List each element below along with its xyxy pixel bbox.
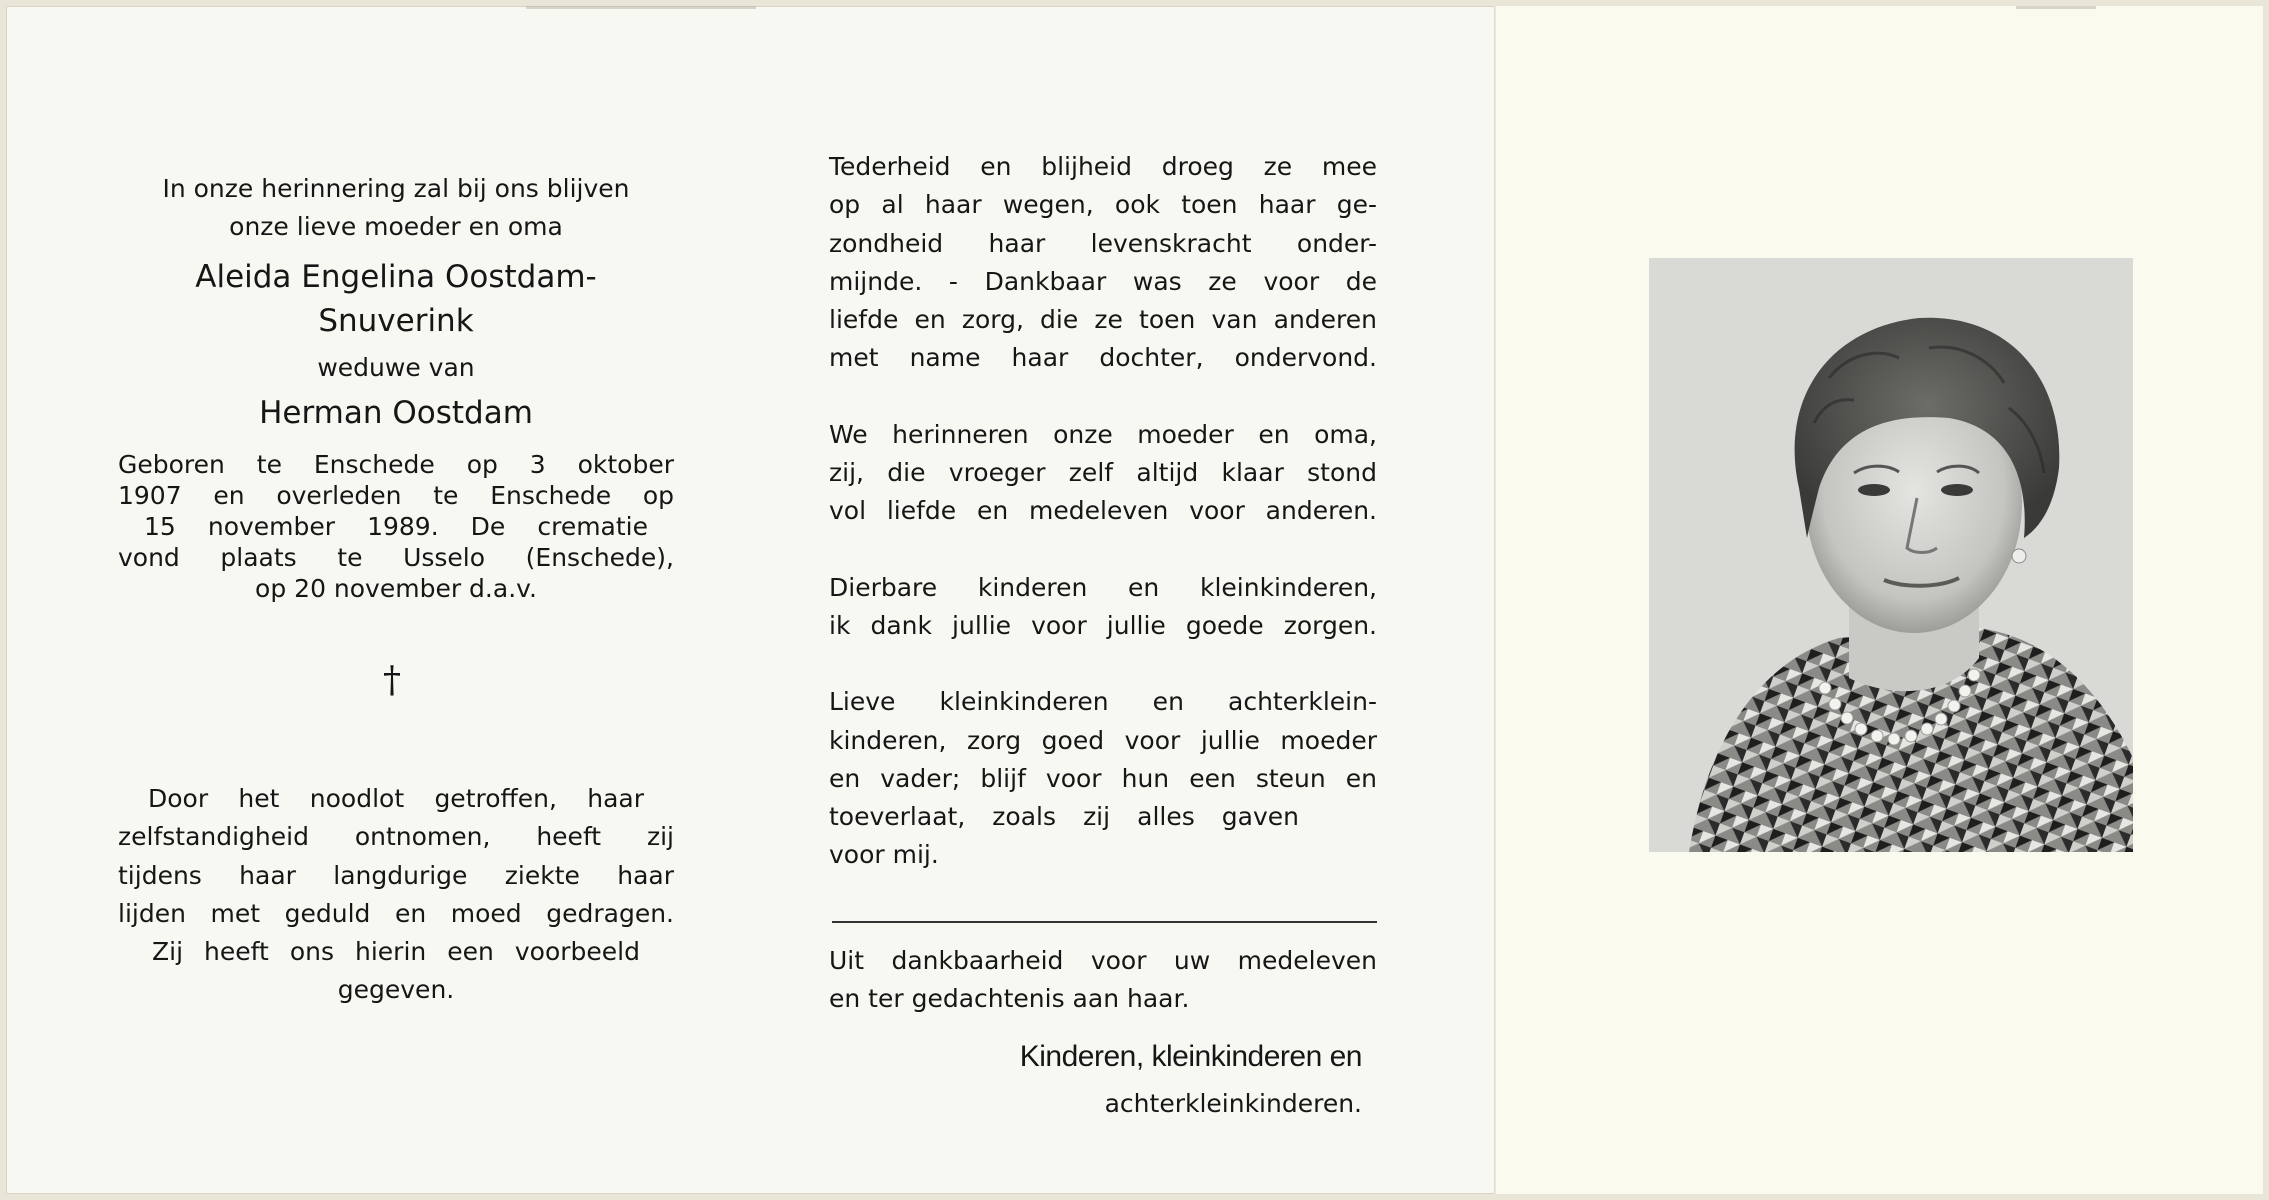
middle-paragraph xyxy=(829,416,1377,531)
thanks-block xyxy=(829,942,1377,1019)
middle-paragraph xyxy=(829,569,1377,646)
husband-name: Herman Oostdam xyxy=(259,394,533,431)
left-paragraph xyxy=(118,780,674,1010)
thanks-line: Uit dankbaarheid voor uw medeleven xyxy=(829,946,1377,975)
paragraph-line: tijdens haar langdurige ziekte haar xyxy=(118,860,674,890)
paragraph-line: ik dank jullie voor jullie goede zorgen. xyxy=(829,610,1377,640)
middle-column xyxy=(829,148,1377,913)
deceased-name: Snuverink xyxy=(318,302,474,339)
paragraph-line: zelfstandigheid ontnomen, heeft zij xyxy=(118,822,674,852)
widow-of-label: weduwe van xyxy=(317,352,475,382)
thanks-line: en ter gedachtenis aan haar. xyxy=(829,984,1190,1014)
paragraph-line: met name haar dochter, ondervond. xyxy=(829,343,1377,373)
middle-paragraph xyxy=(829,148,1377,378)
separator-line xyxy=(832,921,1377,923)
paragraph-line: en vader; blijf voor hun een steun en xyxy=(829,763,1377,793)
paragraph-line: We herinneren onze moeder en oma, xyxy=(829,419,1377,449)
paragraph-line: op al haar wegen, ook toen haar ge- xyxy=(829,190,1377,220)
paragraph-line: lijden met geduld en moed gedragen. xyxy=(118,898,674,928)
paragraph-line: voor mij. xyxy=(829,840,939,870)
intro-line: onze lieve moeder en oma xyxy=(229,212,563,242)
portrait-photo xyxy=(1649,258,2133,852)
paragraph-line: gegeven. xyxy=(337,975,455,1005)
paragraph-line: Door het noodlot getroffen, haar xyxy=(148,784,644,813)
paragraph-line: Dierbare kinderen en kleinkinderen, xyxy=(829,572,1377,602)
paragraph-line: Tederheid en blijheid droeg ze mee xyxy=(829,152,1377,181)
portrait-illustration xyxy=(1649,258,2133,852)
left-column xyxy=(118,170,674,604)
card-fold xyxy=(1494,6,1496,1194)
paragraph-line: kinderen, zorg goed voor jullie moeder xyxy=(829,725,1377,755)
details-line: op 20 november d.a.v. xyxy=(255,573,537,603)
signature-line: achterkleinkinderen. xyxy=(1104,1089,1362,1118)
top-edge-mark xyxy=(2016,6,2096,9)
cross-symbol: † xyxy=(383,660,401,701)
paragraph-line: mijnde. - Dankbaar was ze voor de xyxy=(829,266,1377,296)
intro-line: In onze herinnering zal bij ons blijven xyxy=(162,174,630,203)
details-line: 15 november 1989. De crematie xyxy=(144,511,648,541)
details-line: vond plaats te Usselo (Enschede), xyxy=(118,542,674,572)
top-edge-mark xyxy=(526,6,756,9)
details-line: 1907 en overleden te Enschede op xyxy=(118,480,674,510)
paragraph-line: zij, die vroeger zelf altijd klaar stond xyxy=(829,458,1377,488)
deceased-name: Aleida Engelina Oostdam- xyxy=(195,258,597,295)
paragraph-line: zondheid haar levenskracht onder- xyxy=(829,228,1377,258)
paragraph-line: Lieve kleinkinderen en achterklein- xyxy=(829,687,1377,717)
details-line: Geboren te Enschede op 3 oktober xyxy=(118,449,674,479)
paragraph-line: vol liefde en medeleven voor anderen. xyxy=(829,496,1377,526)
paragraph-line: toeverlaat, zoals zij alles gaven xyxy=(829,802,1299,832)
memorial-card xyxy=(6,6,2263,1194)
middle-paragraph xyxy=(829,683,1377,874)
signature-line: Kinderen, kleinkinderen en xyxy=(1019,1040,1362,1073)
paragraph-line: Zij heeft ons hierin een voorbeeld xyxy=(152,937,640,967)
paragraph-line: liefde en zorg, die ze toen van anderen xyxy=(829,305,1377,335)
